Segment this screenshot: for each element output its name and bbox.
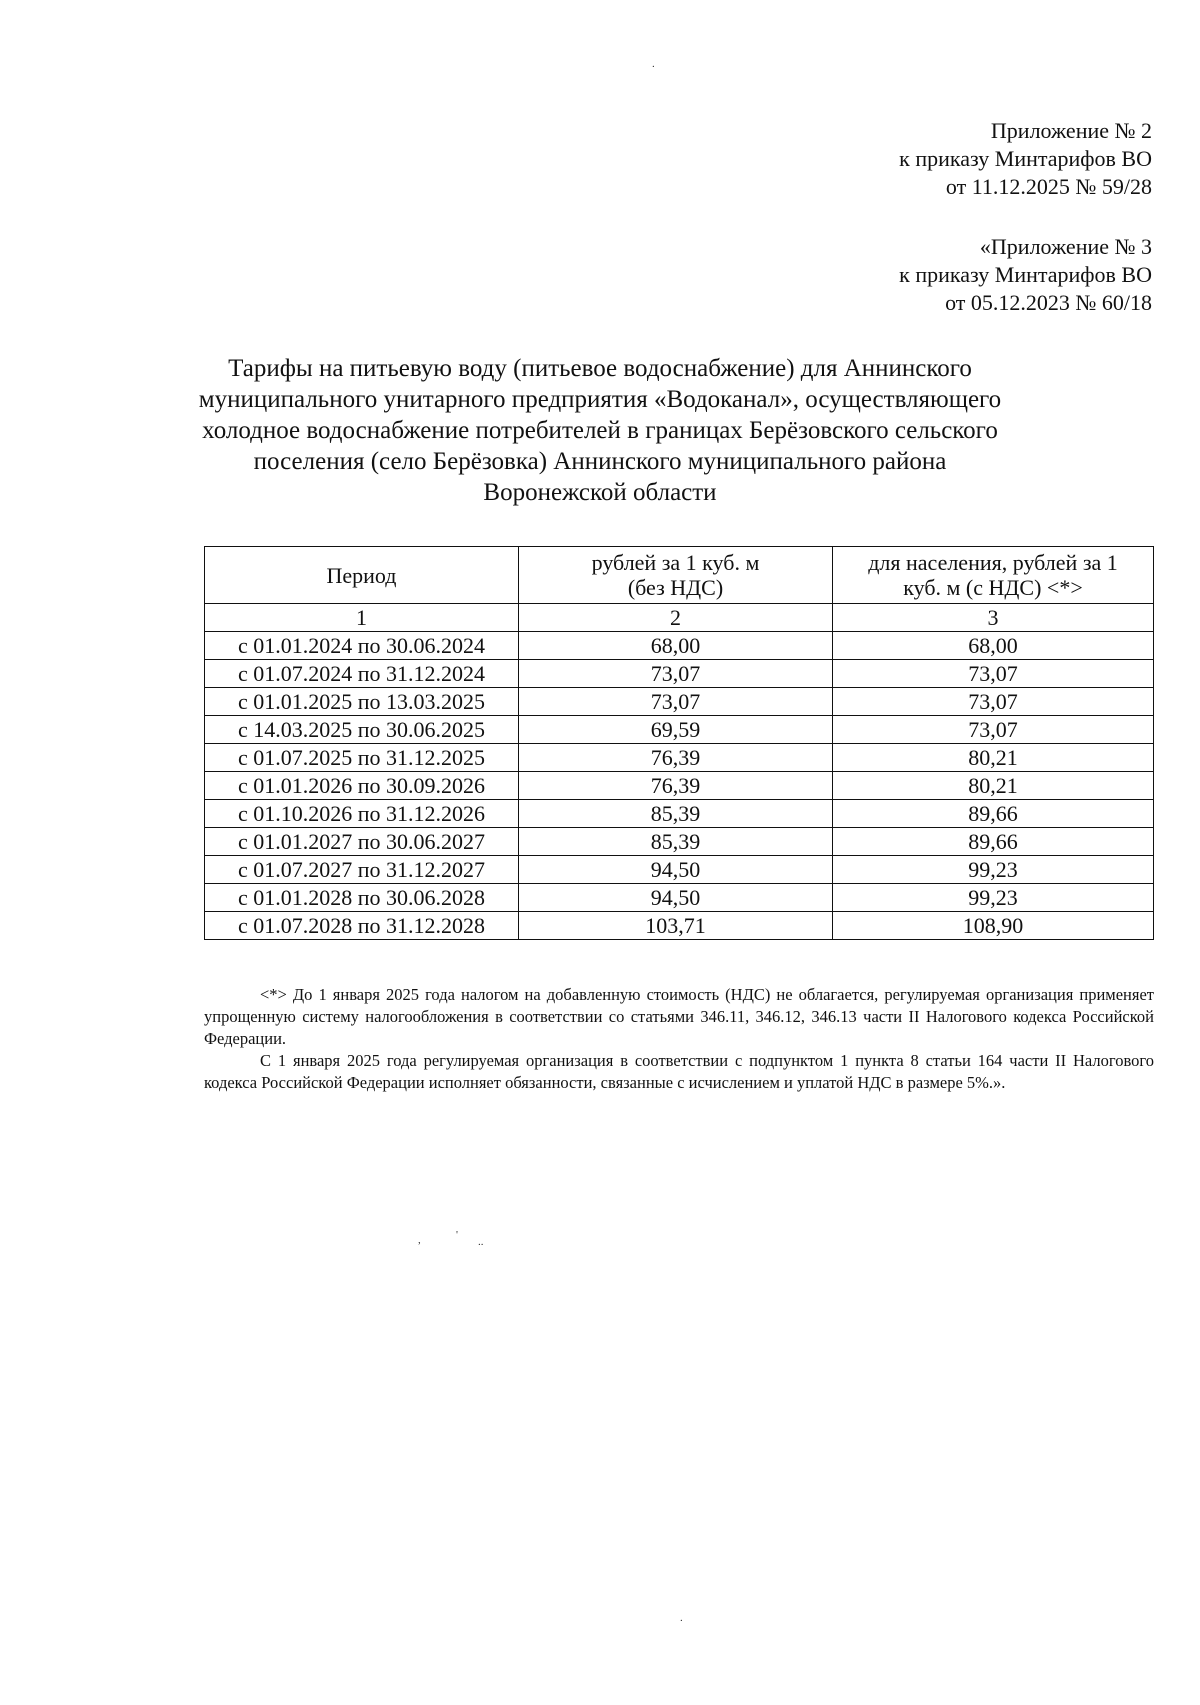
column-number: 2 xyxy=(519,604,833,632)
cell-price-no-vat: 85,39 xyxy=(519,828,833,856)
scan-speck: . xyxy=(652,58,655,70)
annex-current-line1: Приложение № 2 xyxy=(990,118,1152,143)
cell-period: с 01.01.2026 по 30.09.2026 xyxy=(205,772,519,800)
footnote-vat-obligation: С 1 января 2025 года регулируемая организация в соответствии с подпунктом 1 пункта 8 статьи 164 части II Налогового кодекса Российской Федерации исполняет обязанности, связанные с исчислением и уплатой НДС в размере 5%.». xyxy=(204,1051,1154,1092)
table-row xyxy=(205,632,1154,660)
cell-price-no-vat: 76,39 xyxy=(519,772,833,800)
scan-speck: ' xyxy=(456,1229,458,1241)
cell-period: с 01.01.2025 по 13.03.2025 xyxy=(205,688,519,716)
cell-price-population: 68,00 xyxy=(833,632,1154,660)
cell-price-population: 73,07 xyxy=(833,716,1154,744)
header-price-population xyxy=(833,547,1154,604)
annex-current-line2: к приказу Минтарифов ВО xyxy=(899,146,1152,171)
header-price-population-line1: для населения, рублей за 1 xyxy=(868,550,1118,575)
cell-price-no-vat: 103,71 xyxy=(519,912,833,940)
header-period: Период xyxy=(205,547,519,604)
cell-price-population: 73,07 xyxy=(833,660,1154,688)
annex-current-line3: от 11.12.2025 № 59/28 xyxy=(945,174,1152,199)
annex-current-reference xyxy=(899,117,1152,201)
cell-price-population: 80,21 xyxy=(833,772,1154,800)
cell-period: с 01.07.2025 по 31.12.2025 xyxy=(205,744,519,772)
table-row xyxy=(205,884,1154,912)
table-row xyxy=(205,800,1154,828)
cell-price-population: 89,66 xyxy=(833,800,1154,828)
cell-period: с 01.01.2024 по 30.06.2024 xyxy=(205,632,519,660)
cell-price-no-vat: 73,07 xyxy=(519,660,833,688)
header-price-no-vat xyxy=(519,547,833,604)
footnotes xyxy=(204,984,1154,1094)
cell-price-no-vat: 68,00 xyxy=(519,632,833,660)
title-line5: Воронежской области xyxy=(483,479,717,506)
cell-period: с 14.03.2025 по 30.06.2025 xyxy=(205,716,519,744)
table-row xyxy=(205,912,1154,940)
column-number-row xyxy=(205,604,1154,632)
title-line2: муниципального унитарного предприятия «Водоканал», осуществляющего xyxy=(198,386,1002,413)
column-number: 3 xyxy=(833,604,1154,632)
scan-speck: , xyxy=(418,1234,421,1246)
cell-price-population: 99,23 xyxy=(833,856,1154,884)
header-price-no-vat-line1: рублей за 1 куб. м xyxy=(591,550,760,575)
title-line1: Тарифы на питьевую воду (питьевое водоснабжение) для Аннинского xyxy=(228,355,972,382)
cell-period: с 01.01.2028 по 30.06.2028 xyxy=(205,884,519,912)
column-number: 1 xyxy=(205,604,519,632)
cell-period: с 01.10.2026 по 31.12.2026 xyxy=(205,800,519,828)
title-line3: холодное водоснабжение потребителей в границах Берёзовского сельского xyxy=(202,417,998,444)
header-price-population-line2: куб. м (с НДС) <*> xyxy=(903,575,1083,600)
cell-price-no-vat: 69,59 xyxy=(519,716,833,744)
title-line4: поселения (село Берёзовка) Аннинского муниципального района xyxy=(253,448,947,475)
table-row xyxy=(205,744,1154,772)
cell-price-no-vat: 94,50 xyxy=(519,856,833,884)
annex-previous-reference xyxy=(899,233,1152,317)
cell-period: с 01.01.2027 по 30.06.2027 xyxy=(205,828,519,856)
scan-speck: . xyxy=(680,1612,683,1624)
table-row xyxy=(205,716,1154,744)
header-price-no-vat-line2: (без НДС) xyxy=(627,575,724,600)
tariff-table xyxy=(204,546,1154,940)
annex-previous-line3: от 05.12.2023 № 60/18 xyxy=(945,290,1152,315)
annex-previous-line1: «Приложение № 3 xyxy=(979,234,1152,259)
cell-price-no-vat: 85,39 xyxy=(519,800,833,828)
scan-speck: .. xyxy=(478,1236,484,1248)
cell-price-population: 80,21 xyxy=(833,744,1154,772)
cell-period: с 01.07.2024 по 31.12.2024 xyxy=(205,660,519,688)
table-row xyxy=(205,828,1154,856)
cell-price-no-vat: 76,39 xyxy=(519,744,833,772)
table-row xyxy=(205,660,1154,688)
annex-previous-line2: к приказу Минтарифов ВО xyxy=(899,262,1152,287)
cell-price-population: 73,07 xyxy=(833,688,1154,716)
document-title xyxy=(150,353,1050,508)
cell-period: с 01.07.2027 по 31.12.2027 xyxy=(205,856,519,884)
table-row xyxy=(205,856,1154,884)
cell-price-no-vat: 73,07 xyxy=(519,688,833,716)
cell-price-population: 89,66 xyxy=(833,828,1154,856)
cell-price-population: 108,90 xyxy=(833,912,1154,940)
cell-period: с 01.07.2028 по 31.12.2028 xyxy=(205,912,519,940)
cell-price-no-vat: 94,50 xyxy=(519,884,833,912)
cell-price-population: 99,23 xyxy=(833,884,1154,912)
table-header-row xyxy=(205,547,1154,604)
table-row xyxy=(205,688,1154,716)
table-row xyxy=(205,772,1154,800)
footnote-vat-exemption: <*> До 1 января 2025 года налогом на добавленную стоимость (НДС) не облагается, регулируемая организация применяет упрощенную систему налогообложения в соответствии со статьями 346.11, 346.12, 346.13 части II Налогового кодекса Российской Федерации. xyxy=(204,985,1154,1048)
